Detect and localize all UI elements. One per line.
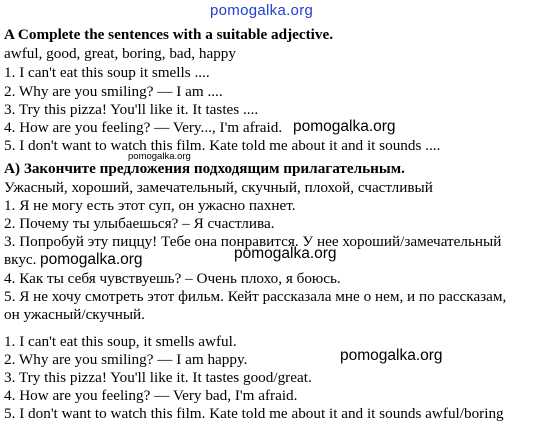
watermark-4: pomogalka.org	[234, 245, 337, 262]
exercise-item-4: 4. How are you feeling? — Very..., I'm afraid.	[4, 119, 283, 136]
translation-item-3-cont: вкус.	[4, 251, 37, 268]
answer-item-4: 4. How are you feeling? — Very bad, I'm afraid.	[4, 387, 298, 404]
translation-item-5-cont: он ужасный/скучный.	[4, 306, 145, 323]
translation-item-5: 5. Я не хочу смотреть этот фильм. Кейт рассказала мне о нем, и по рассказам,	[4, 288, 507, 305]
exercise-title: A Complete the sentences with a suitable adjective.	[4, 26, 334, 43]
watermark-3: pomogalka.org	[40, 251, 143, 268]
exercise-word-bank: awful, good, great, boring, bad, happy	[4, 45, 236, 62]
answer-item-2: 2. Why are you smiling? — I am happy.	[4, 351, 248, 368]
watermark-top: pomogalka.org	[210, 2, 314, 19]
answer-item-3: 3. Try this pizza! You'll like it. It tastes good/great.	[4, 369, 312, 386]
exercise-item-5: 5. I don't want to watch this film. Kate told me about it and it sounds ....	[4, 137, 441, 154]
translation-item-2: 2. Почему ты улыбаешься? – Я счастлива.	[4, 215, 275, 232]
exercise-item-1: 1. I can't eat this soup it smells ....	[4, 64, 210, 81]
watermark-5: pomogalka.org	[340, 347, 443, 364]
exercise-item-3: 3. Try this pizza! You'll like it. It tastes ....	[4, 101, 259, 118]
translation-item-1: 1. Я не могу есть этот суп, он ужасно пахнет.	[4, 197, 296, 214]
watermark-1: pomogalka.org	[293, 118, 396, 135]
translation-title: А) Закончите предложения подходящим прилагательным.	[4, 160, 405, 177]
watermark-2: pomogalka.org	[128, 151, 191, 162]
translation-word-bank: Ужасный, хороший, замечательный, скучный, плохой, счастливый	[4, 179, 433, 196]
answer-item-5: 5. I don't want to watch this film. Kate told me about it and it sounds awful/boring	[4, 405, 504, 422]
translation-item-3: 3. Попробуй эту пиццу! Тебе она понравится. У нее хороший/замечательный	[4, 233, 502, 250]
exercise-item-2: 2. Why are you smiling? — I am ....	[4, 83, 223, 100]
translation-item-4: 4. Как ты себя чувствуешь? – Очень плохо, я боюсь.	[4, 270, 341, 287]
answer-item-1: 1. I can't eat this soup, it smells awful.	[4, 333, 237, 350]
